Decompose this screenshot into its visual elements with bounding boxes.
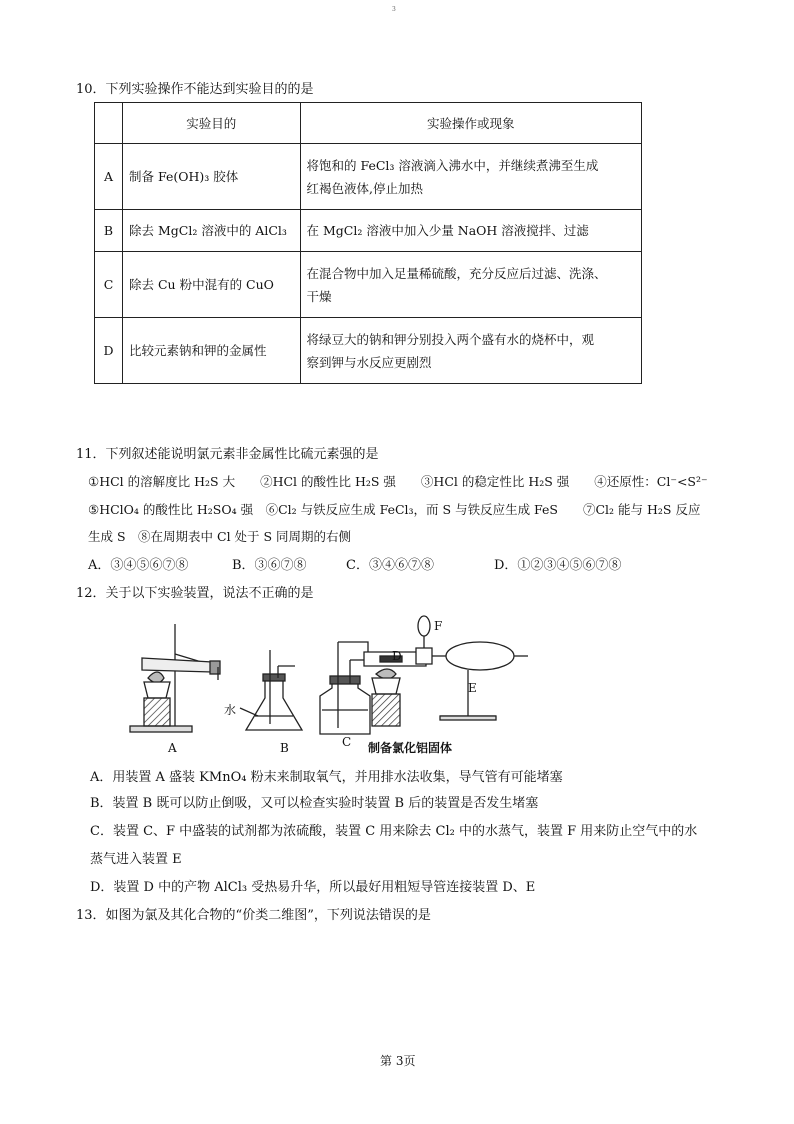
q11-statement-line: 生成 S ⑧在周期表中 Cl 处于 S 同周期的右侧 [88,529,352,544]
row-operation-line: 将饱和的 FeCl₃ 溶液滴入沸水中，并继续煮沸至生成 [306,157,599,173]
figure-label-water: 水 [224,703,237,717]
q11-option-c: C．③④⑥⑦⑧ [346,558,434,573]
figure-label-f: F [434,619,443,633]
figure-label-a: A [168,741,177,755]
row-operation-line: 将绿豆大的钠和钾分别投入两个盛有水的烧杯中，观 [306,331,595,347]
figure-label-e: E [468,681,477,695]
figure-caption: 制备氯化铝固体 [368,741,453,755]
table-row [95,318,642,384]
figure-label-c: C [342,735,352,749]
q11-option-b: B．③⑥⑦⑧ [232,558,307,573]
apparatus-f-drawing [416,616,432,664]
table-row [95,252,642,318]
row-label: A [95,144,123,210]
q12-option-c-line2: 蒸气进入装置 E [90,852,182,867]
question-11-stem: 11．下列叙述能说明氯元素非金属性比硫元素强的是 [76,447,379,462]
apparatus-figure [120,612,540,760]
row-purpose: 比较元素钠和钾的金属性 [123,318,300,384]
page-number: 第 3页 [380,1054,416,1068]
row-operation-line: 红褐色液体,停止加热 [306,180,423,196]
figure-label-d: D [392,649,402,663]
row-operation-line: 在 MgCl₂ 溶液中加入少量 NaOH 溶液搅拌、过滤 [306,223,589,238]
question-10-stem: 10．下列实验操作不能达到实验目的的是 [76,82,314,97]
table-row [95,210,642,252]
apparatus-a-drawing [130,624,220,732]
page-marker: 3 [392,6,396,13]
row-purpose: 制备 Fe(OH)₃ 胶体 [123,144,300,210]
q11-option-a: A．③④⑤⑥⑦⑧ [88,558,189,573]
question-13-stem: 13．如图为氯及其化合物的“价类二维图”，下列说法错误的是 [76,908,431,923]
table-row [95,144,642,210]
row-operation-line: 干燥 [306,288,332,304]
row-label: D [95,318,123,384]
table-header-row [95,103,642,144]
row-operation [300,318,642,384]
header-operation: 实验操作或现象 [300,103,642,144]
row-operation [300,252,642,318]
row-label: B [95,210,123,252]
q11-option-d: D．①②③④⑤⑥⑦⑧ [494,558,622,573]
apparatus-e-drawing [432,642,528,720]
question-12-stem: 12．关于以下实验装置，说法不正确的是 [76,586,314,601]
row-operation-line: 察到钾与水反应更剧烈 [306,354,432,370]
row-label: C [95,252,123,318]
row-operation [300,144,642,210]
figure-label-b: B [280,741,289,755]
header-purpose: 实验目的 [123,103,300,144]
q12-option-c-line1: C．装置 C、F 中盛装的试剂都为浓硫酸，装置 C 用来除去 Cl₂ 中的水蒸气，装置 F 用来防止空气中的水 [90,824,698,839]
experiment-table [94,102,642,384]
header-empty-cell [95,103,123,144]
apparatus-b-drawing [240,650,302,730]
q12-option-d: D．装置 D 中的产物 AlCl₃ 受热易升华，所以最好用粗短导管连接装置 D、E [90,880,536,895]
q12-option-b: B．装置 B 既可以防止倒吸，又可以检查实验时装置 B 后的装置是否发生堵塞 [90,796,539,811]
q11-statement-line: ⑤HClO₄ 的酸性比 H₂SO₄ 强 ⑥Cl₂ 与铁反应生成 FeCl₃，而 S 与铁反应生成 FeS ⑦Cl₂ 能与 H₂S 反应 [88,502,701,517]
q12-option-a: A．用装置 A 盛装 KMnO₄ 粉末来制取氧气，并用排水法收集，导气管有可能堵塞 [90,770,563,785]
row-purpose: 除去 MgCl₂ 溶液中的 AlCl₃ [123,210,300,252]
row-operation-line: 在混合物中加入足量稀硫酸，充分反应后过滤、洗涤、 [306,265,607,281]
row-operation [300,210,642,252]
q11-statement-line: ①HCl 的溶解度比 H₂S 大 ②HCl 的酸性比 H₂S 强 ③HCl 的稳定性比 H₂S 强 ④还原性：Cl⁻<S²⁻ [88,474,708,489]
row-purpose: 除去 Cu 粉中混有的 CuO [123,252,300,318]
